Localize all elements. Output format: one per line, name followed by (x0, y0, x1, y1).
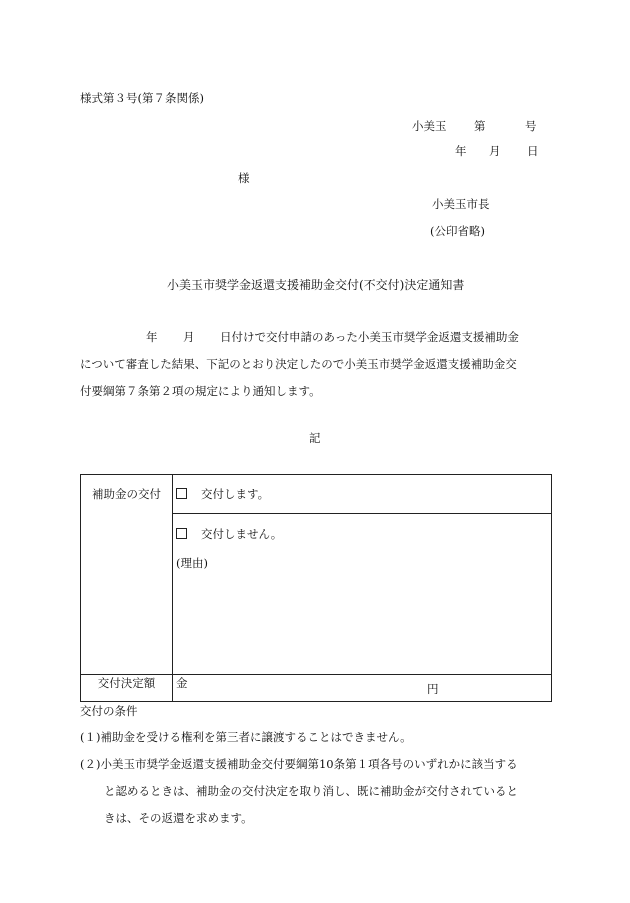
grant-label-cell (81, 475, 173, 675)
doc-number-go: 号 (525, 119, 537, 133)
conditions-heading: 交付の条件 (80, 704, 138, 718)
amount-label: 交付決定額 (97, 676, 156, 690)
no-grant-option-label: 交付しません。 (201, 527, 283, 541)
body-year: 年 (146, 330, 158, 344)
grant-option-label: 交付します。 (201, 487, 270, 501)
condition-item-1: (１)補助金を受ける権利を第三者に譲渡することはできません。 (80, 730, 412, 744)
body-line-3: 付要綱第７条第２項の規定により通知します。 (80, 384, 321, 398)
no-grant-option-cell (173, 514, 552, 675)
form-number: 様式第３号(第７条関係) (80, 91, 204, 105)
issue-date (455, 144, 539, 159)
body-line-1-rest: 日付けで交付申請のあった小美玉市奨学金返還支援補助金 (220, 330, 519, 344)
date-day: 日 (527, 144, 539, 158)
seal-note: (公印省略) (430, 224, 485, 238)
document-title: 小美玉市奨学金返還支援補助金交付(不交付)決定通知書 (167, 278, 465, 292)
grant-label: 補助金の交付 (92, 487, 161, 501)
no-grant-checkbox[interactable] (176, 528, 187, 539)
amount-cell (173, 675, 552, 702)
body-line-1 (80, 324, 555, 351)
condition-item-2-line-3: きは、その返還を求めます。 (104, 811, 253, 825)
addressee-suffix: 様 (238, 171, 250, 185)
amount-prefix: 金 (176, 676, 188, 690)
amount-unit: 円 (427, 682, 439, 696)
decision-table (80, 474, 552, 702)
body-line-2: について審査した結果、下記のとおり決定したので小美玉市奨学金返還支援補助金交 (80, 357, 517, 371)
condition-item-2-line-1: (２)小美玉市奨学金返還支援補助金交付要綱第10条第１項各号のいずれかに該当する (80, 757, 518, 771)
reason-label: (理由) (176, 556, 208, 570)
document-number (412, 119, 537, 134)
condition-item-2-line-2: と認めるときは、補助金の交付決定を取り消し、既に補助金が交付されていると (104, 784, 518, 798)
date-year: 年 (455, 144, 467, 158)
grant-option-cell (173, 475, 552, 514)
date-month: 月 (489, 144, 501, 158)
body-month: 月 (183, 330, 195, 344)
doc-number-prefix: 小美玉 (412, 119, 447, 133)
issuer: 小美玉市長 (432, 197, 490, 211)
grant-checkbox[interactable] (176, 488, 187, 499)
ki-heading: 記 (309, 431, 321, 445)
body-paragraph (80, 324, 555, 405)
doc-number-dai: 第 (474, 119, 486, 133)
